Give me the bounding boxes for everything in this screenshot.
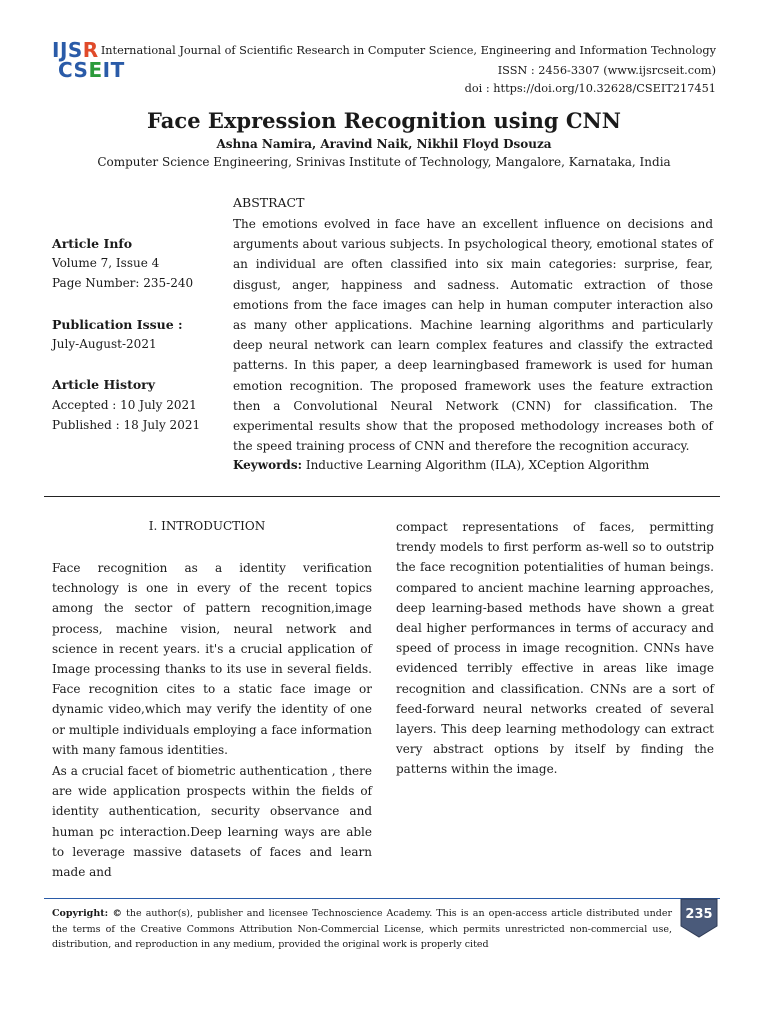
keywords-text: Inductive Learning Algorithm (ILA), XCeption Algorithm <box>302 458 650 472</box>
affiliation: Computer Science Engineering, Srinivas Institute of Technology, Mangalore, Karnataka, India <box>97 155 671 169</box>
article-info-heading: Article Info <box>52 236 133 251</box>
footer-divider <box>44 898 720 899</box>
intro-paragraph-1: Face recognition as a identity verification technology is one in every of the recent topics among the sector of pattern recognition,image process, machine vision, neural network and science in recent years. it's a crucial application of Image processing thanks to its use in several fields. Face recognition cites to a static face image or dynamic video,which may verify the identity of one or multiple individuals employing a face information with many famous identities. <box>52 561 372 757</box>
page-numbers: Page Number: 235-240 <box>52 276 194 290</box>
logo-text-r: R <box>82 38 99 62</box>
authors: Ashna Namira, Aravind Naik, Nikhil Floyd Dsouza <box>216 137 552 151</box>
logo-text-it: IT <box>102 58 125 82</box>
publication-issue-heading: Publication Issue : <box>52 317 183 332</box>
intro-paragraph-3: compact representations of faces, permitting trendy models to first perform as-well so to outstrip the face recognition potentialities of human beings. compared to ancient machine learning approaches, deep learning-based methods have shown a great deal higher performances in terms of accuracy and speed of process in image recognition. CNNs have evidenced terribly effective in areas like image recognition and classification. CNNs are a sort of feed-forward neural networks created of several layers. This deep learning methodology can extract very abstract options by itself by finding the patterns within the image. <box>396 520 714 777</box>
abstract-heading: ABSTRACT <box>233 195 305 210</box>
page-number: 235 <box>685 907 713 922</box>
keywords <box>233 458 649 472</box>
logo-text-ijs: IJS <box>52 38 83 62</box>
section-title-introduction: I. INTRODUCTION <box>148 519 266 533</box>
issn: ISSN : 2456-3307 (www.ijsrcseit.com) <box>497 64 716 77</box>
page-number-badge <box>680 898 718 938</box>
journal-name: International Journal of Scientific Research in Computer Science, Engineering and Information Technology <box>100 44 716 57</box>
article-history-heading: Article History <box>52 377 156 392</box>
paper-title: Face Expression Recognition using CNN <box>147 108 621 133</box>
keywords-label: Keywords: <box>233 458 303 472</box>
section-divider <box>44 496 720 497</box>
logo-text-cs: CS <box>58 58 89 82</box>
intro-paragraph-2: As a crucial facet of biometric authentication , there are wide application prospects within the fields of identity authentication, security observance and human pc interaction.Deep learning ways are able to leverage massive datasets of faces and learn made and <box>52 764 372 880</box>
copyright-text: the author(s), publisher and licensee Technoscience Academy. This is an open-access article distributed under the terms of the Creative Commons Attribution Non-Commercial License, which permits unrestricted non-commercial use, distribution, and reproduction in any medium, provided the original work is properly cited <box>52 908 672 950</box>
logo-text-e: E <box>88 58 103 82</box>
publication-issue: July-August-2021 <box>52 337 157 351</box>
accepted-date: Accepted : 10 July 2021 <box>52 398 197 412</box>
volume-issue: Volume 7, Issue 4 <box>52 256 160 270</box>
published-date: Published : 18 July 2021 <box>52 418 201 432</box>
doi-link[interactable]: doi : https://doi.org/10.32628/CSEIT217451 <box>464 82 716 95</box>
copyright-notice <box>52 906 672 953</box>
abstract-text: The emotions evolved in face have an excellent influence on decisions and arguments about various subjects. In psychological theory, emotional states of an individual are often classified into six main categories: surprise, fear, disgust, anger, happiness and sadness. Automatic extraction of those emotions from the face images can help in human computer interaction also as many other applications. Machine learning algorithms and particularly deep neural network can learn complex features and classify the extracted patterns. In this paper, a deep learningbased framework is used for human emotion recognition. The proposed framework uses the feature extraction then a Convolutional Neural Network (CNN) for classification. The experimental results show that the proposed methodology increases both of the speed training process of CNN and therefore the recognition accuracy. <box>233 217 713 454</box>
copyright-label: Copyright: © <box>52 908 122 919</box>
